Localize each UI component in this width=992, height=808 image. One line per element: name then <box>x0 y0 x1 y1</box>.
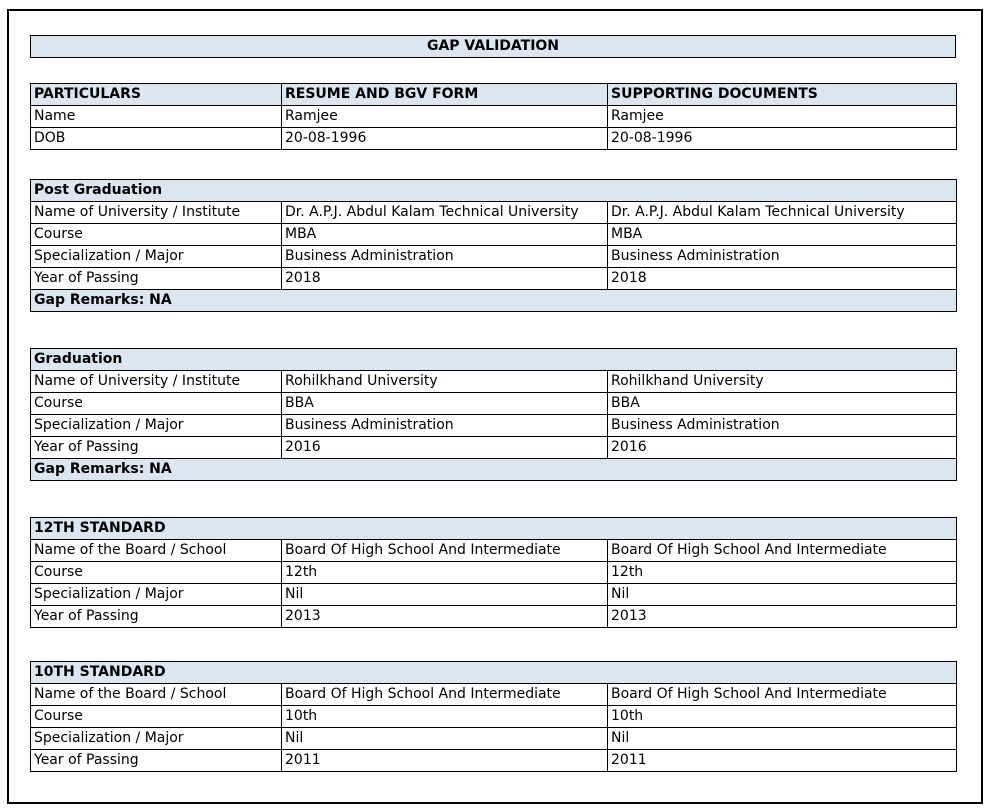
page-title: GAP VALIDATION <box>30 35 956 58</box>
table-header-row <box>31 84 957 106</box>
supporting-value: Board Of High School And Intermediate <box>608 540 957 562</box>
row-label: Name of the Board / School <box>31 540 282 562</box>
supporting-value: Nil <box>608 584 957 606</box>
table-row <box>31 224 957 246</box>
section-title: 10TH STANDARD <box>31 662 957 684</box>
supporting-header: SUPPORTING DOCUMENTS <box>608 84 957 106</box>
row-label: Specialization / Major <box>31 728 282 750</box>
particulars-header: PARTICULARS <box>31 84 282 106</box>
row-label: Course <box>31 224 282 246</box>
resume-value: Nil <box>282 728 608 750</box>
table-row <box>31 706 957 728</box>
row-label: Year of Passing <box>31 437 282 459</box>
supporting-value: 12th <box>608 562 957 584</box>
table-row <box>31 437 957 459</box>
row-label: Name <box>31 106 282 128</box>
supporting-value: 2013 <box>608 606 957 628</box>
resume-value: 12th <box>282 562 608 584</box>
table-row <box>31 540 957 562</box>
section-title-row <box>31 662 957 684</box>
table-row <box>31 606 957 628</box>
supporting-value: Business Administration <box>608 415 957 437</box>
row-label: Name of University / Institute <box>31 371 282 393</box>
resume-value: Ramjee <box>282 106 608 128</box>
row-label: Specialization / Major <box>31 246 282 268</box>
section-title: Post Graduation <box>31 180 957 202</box>
section-title: Graduation <box>31 349 957 371</box>
table-row <box>31 393 957 415</box>
section-title-row <box>31 349 957 371</box>
table-row <box>31 415 957 437</box>
row-label: Course <box>31 393 282 415</box>
post-graduation-table <box>30 179 957 312</box>
resume-value: 2011 <box>282 750 608 772</box>
resume-value: 2018 <box>282 268 608 290</box>
supporting-value: Board Of High School And Intermediate <box>608 684 957 706</box>
table-row <box>31 750 957 772</box>
gap-remarks: Gap Remarks: NA <box>31 290 957 312</box>
resume-value: Board Of High School And Intermediate <box>282 540 608 562</box>
table-row <box>31 584 957 606</box>
table-row <box>31 246 957 268</box>
supporting-value: Dr. A.P.J. Abdul Kalam Technical University <box>608 202 957 224</box>
graduation-table <box>30 348 957 481</box>
resume-header: RESUME AND BGV FORM <box>282 84 608 106</box>
resume-value: MBA <box>282 224 608 246</box>
supporting-value: 2016 <box>608 437 957 459</box>
resume-value: 10th <box>282 706 608 728</box>
gap-remarks-row <box>31 459 957 481</box>
row-label: Year of Passing <box>31 750 282 772</box>
resume-value: Rohilkhand University <box>282 371 608 393</box>
supporting-value: Nil <box>608 728 957 750</box>
resume-value: BBA <box>282 393 608 415</box>
supporting-value: 10th <box>608 706 957 728</box>
row-label: Specialization / Major <box>31 584 282 606</box>
resume-value: 20-08-1996 <box>282 128 608 150</box>
supporting-value: Business Administration <box>608 246 957 268</box>
row-label: Year of Passing <box>31 268 282 290</box>
resume-value: 2016 <box>282 437 608 459</box>
resume-value: Dr. A.P.J. Abdul Kalam Technical University <box>282 202 608 224</box>
row-label: Specialization / Major <box>31 415 282 437</box>
supporting-value: Ramjee <box>608 106 957 128</box>
supporting-value: 2018 <box>608 268 957 290</box>
resume-value: Business Administration <box>282 246 608 268</box>
gap-remarks-row <box>31 290 957 312</box>
section-title-row <box>31 518 957 540</box>
row-label: Year of Passing <box>31 606 282 628</box>
section-title-row <box>31 180 957 202</box>
table-row <box>31 128 957 150</box>
row-label: Course <box>31 706 282 728</box>
supporting-value: 20-08-1996 <box>608 128 957 150</box>
section-title: 12TH STANDARD <box>31 518 957 540</box>
supporting-value: MBA <box>608 224 957 246</box>
gap-remarks: Gap Remarks: NA <box>31 459 957 481</box>
table-row <box>31 684 957 706</box>
table-row <box>31 202 957 224</box>
twelfth-standard-table <box>30 517 957 628</box>
row-label: Name of the Board / School <box>31 684 282 706</box>
resume-value: Nil <box>282 584 608 606</box>
table-row <box>31 106 957 128</box>
table-row <box>31 371 957 393</box>
tenth-standard-table <box>30 661 957 772</box>
resume-value: Board Of High School And Intermediate <box>282 684 608 706</box>
resume-value: Business Administration <box>282 415 608 437</box>
row-label: Name of University / Institute <box>31 202 282 224</box>
table-row <box>31 268 957 290</box>
supporting-value: 2011 <box>608 750 957 772</box>
supporting-value: Rohilkhand University <box>608 371 957 393</box>
personal-details-table <box>30 83 957 150</box>
table-row <box>31 728 957 750</box>
row-label: Course <box>31 562 282 584</box>
table-row <box>31 562 957 584</box>
row-label: DOB <box>31 128 282 150</box>
supporting-value: BBA <box>608 393 957 415</box>
resume-value: 2013 <box>282 606 608 628</box>
